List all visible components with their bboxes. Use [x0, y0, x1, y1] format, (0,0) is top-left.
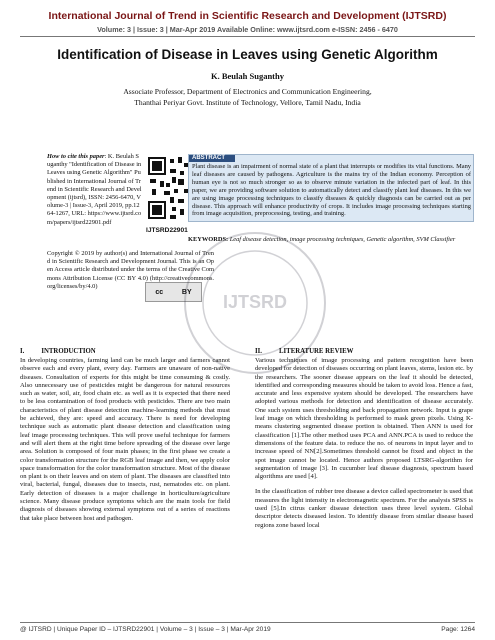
cc-icon: cc	[155, 288, 164, 296]
affiliation-line-1: Associate Professor, Department of Electronics and Communication Engineering,	[123, 87, 372, 96]
volume-line: Volume: 3 | Issue: 3 | Mar-Apr 2019 Available Online: www.ijtsrd.com e-ISSN: 2456 - 6470	[97, 25, 398, 34]
footer-left: @ IJTSRD | Unique Paper ID – IJTSRD22901 | Volume – 3 | Issue – 3 | Mar-Apr 2019	[20, 626, 271, 633]
abstract-heading: ABSTRACT	[189, 155, 235, 162]
cite-lead: How to cite this paper	[47, 153, 105, 160]
abstract-text: Plant disease is an impairment of normal state of a plant that interrupts or modifies its vital functions. Many leaf diseases are caused by pathogens. Agriculture is the mains try of the Indian economy. Perception of human eye is not so much stronger so as to observe minute variation in the infected part of leaf. In this paper, we are providing software solution to automatically detect and classify plant leaf diseases. In this we are using image processing techniques to classify diseases & quickly diagnosis can be carried out as per disease. This approach will enhance productivity of crops. It includes image processing techniques starting from image acquisition, preprocessing, testing, and training.	[192, 163, 471, 218]
keywords-text: Leaf disease detection, image processing techniques, Genetic algorithm, SVM Classifier	[228, 236, 456, 243]
paper-title: Identification of Disease in Leaves using Genetic Algorithm	[57, 47, 438, 62]
keywords-label: KEYWORDS:	[188, 236, 229, 243]
paper-id: IJTSRD22901	[146, 227, 188, 234]
literature-paragraph-1: Various techniques of image processing and pattern recognition have been developed for detection of diseases occurring on plant leaves, stems, lesion etc. by the researchers. The sooner disease appears on the leaf it should be detected, identified and corresponding measures should be taken to avoid loss. Hence a fast, accurate and less expensive system should be developed. The researchers have adopted various methods for detection and identification of disease accurately. One such system uses thresholding and back propagation network. Input is grape leaf image on which thresholding is performed to mask green pixels. Using K-means clustering segmented disease portion is obtained. Then ANN is used for classification [1].The other method uses PCA and ANN.PCA is used to reduce the dimensions of the feature data. to reduce the no. of neurons in input layer and to increase speed of NN[2].Sometimes threshold cannot be fixed and object in the spot image cannot be located. Hence authors proposed LTSRG-algorithm for segmentation of image [3]. In cucumber leaf disease diagnosis, spectrum based algorithms are used [4].	[255, 357, 473, 481]
cite-block	[47, 153, 142, 227]
journal-header: International Journal of Trend in Scientific Research and Development (IJTSRD)	[48, 10, 447, 22]
header-rule	[20, 36, 475, 37]
svg-text:IJTSRD: IJTSRD	[222, 292, 288, 312]
ijtsrd-watermark-seal	[180, 228, 330, 378]
keywords	[188, 236, 472, 244]
copyright-text: Copyright © 2019 by author(s) and International Journal of Trend in Scientific Research and Development Journal. This is an Open Access article distributed under the terms of the Creative Commons Attribution License (CC BY 4.0) (http://creativecommons.org/licenses/by/4.0)	[47, 250, 214, 290]
page-number: Page: 1264	[441, 626, 475, 633]
literature-paragraph-2: In the classification of rubber tree disease a device called spectrometer is used that measures the light intensity in electromagnetic spectrum. For the analysis SPSS is used [5].In citrus canker disease detection uses three level system. Global descriptor detects diseased lesion. To identify disease from similar disease based regions zone based local	[255, 488, 473, 529]
literature-column	[255, 357, 473, 530]
author-name: K. Beulah Suganthy	[211, 71, 284, 81]
affiliation-line-2: Thanthai Periyar Govt. Institute of Technology, Vellore, Tamil Nadu, India	[134, 98, 361, 107]
intro-column	[20, 357, 230, 523]
footer-rule	[20, 622, 475, 623]
intro-paragraph: In developing countries, farming land can be much larger and farmers cannot observe each and every plant, every day. Farmers are unaware of non-native diseases. Consultation of experts for this might be time consuming & costly. Also unnecessary use of pesticides might be dangerous for natural resources such as water, soil, air, food chain etc. as well as it is expected that there need to be less contamination of food products with pesticides. There are two main characteristics of plant disease detection machine-learning methods that must be achieved, they are: speed and accuracy. There is need for developing technique such as automatic plant disease detection and classification using leaf image processing techniques. This will prove useful technique for farmers and will alert them at the right time before spreading of the disease over large area. Solution is composed of four main phases; in the first phase we create a color transformation structure for the RGB leaf image and then, we apply color space transformation for the color transformation structure. Most of the disease on plant is on their leaves and on stem of plant. The diseases are classified into viral, bacterial, fungal, diseases due to insects, rust, nematodes etc. on plant. Early detection of diseases is a major challenge in horticulture/agriculture science. Many disease produce symptoms which are the main tools for field diagnosis of diseases showing external symptoms out of a series of reactions that take place between host and pathogen.	[20, 357, 230, 522]
by-icon: BY	[181, 288, 192, 296]
abstract-box	[188, 154, 474, 222]
intro-heading: I. INTRODUCTION	[20, 348, 96, 355]
cite-text: : K. Beulah Suganthy "Identification of Disease in Leaves using Genetic Algorithm" Published in International Journal of Trend in Scientific Research and Development (ijtsrd), ISSN: 2456-6470, Volume-3 | Issue-3, April 2019, pp.1264-1267, URL: https://www.ijtsrd.com/papers/ijtsrd22901.pdf	[47, 153, 142, 226]
literature-heading: II. LITERATURE REVIEW	[255, 348, 354, 355]
